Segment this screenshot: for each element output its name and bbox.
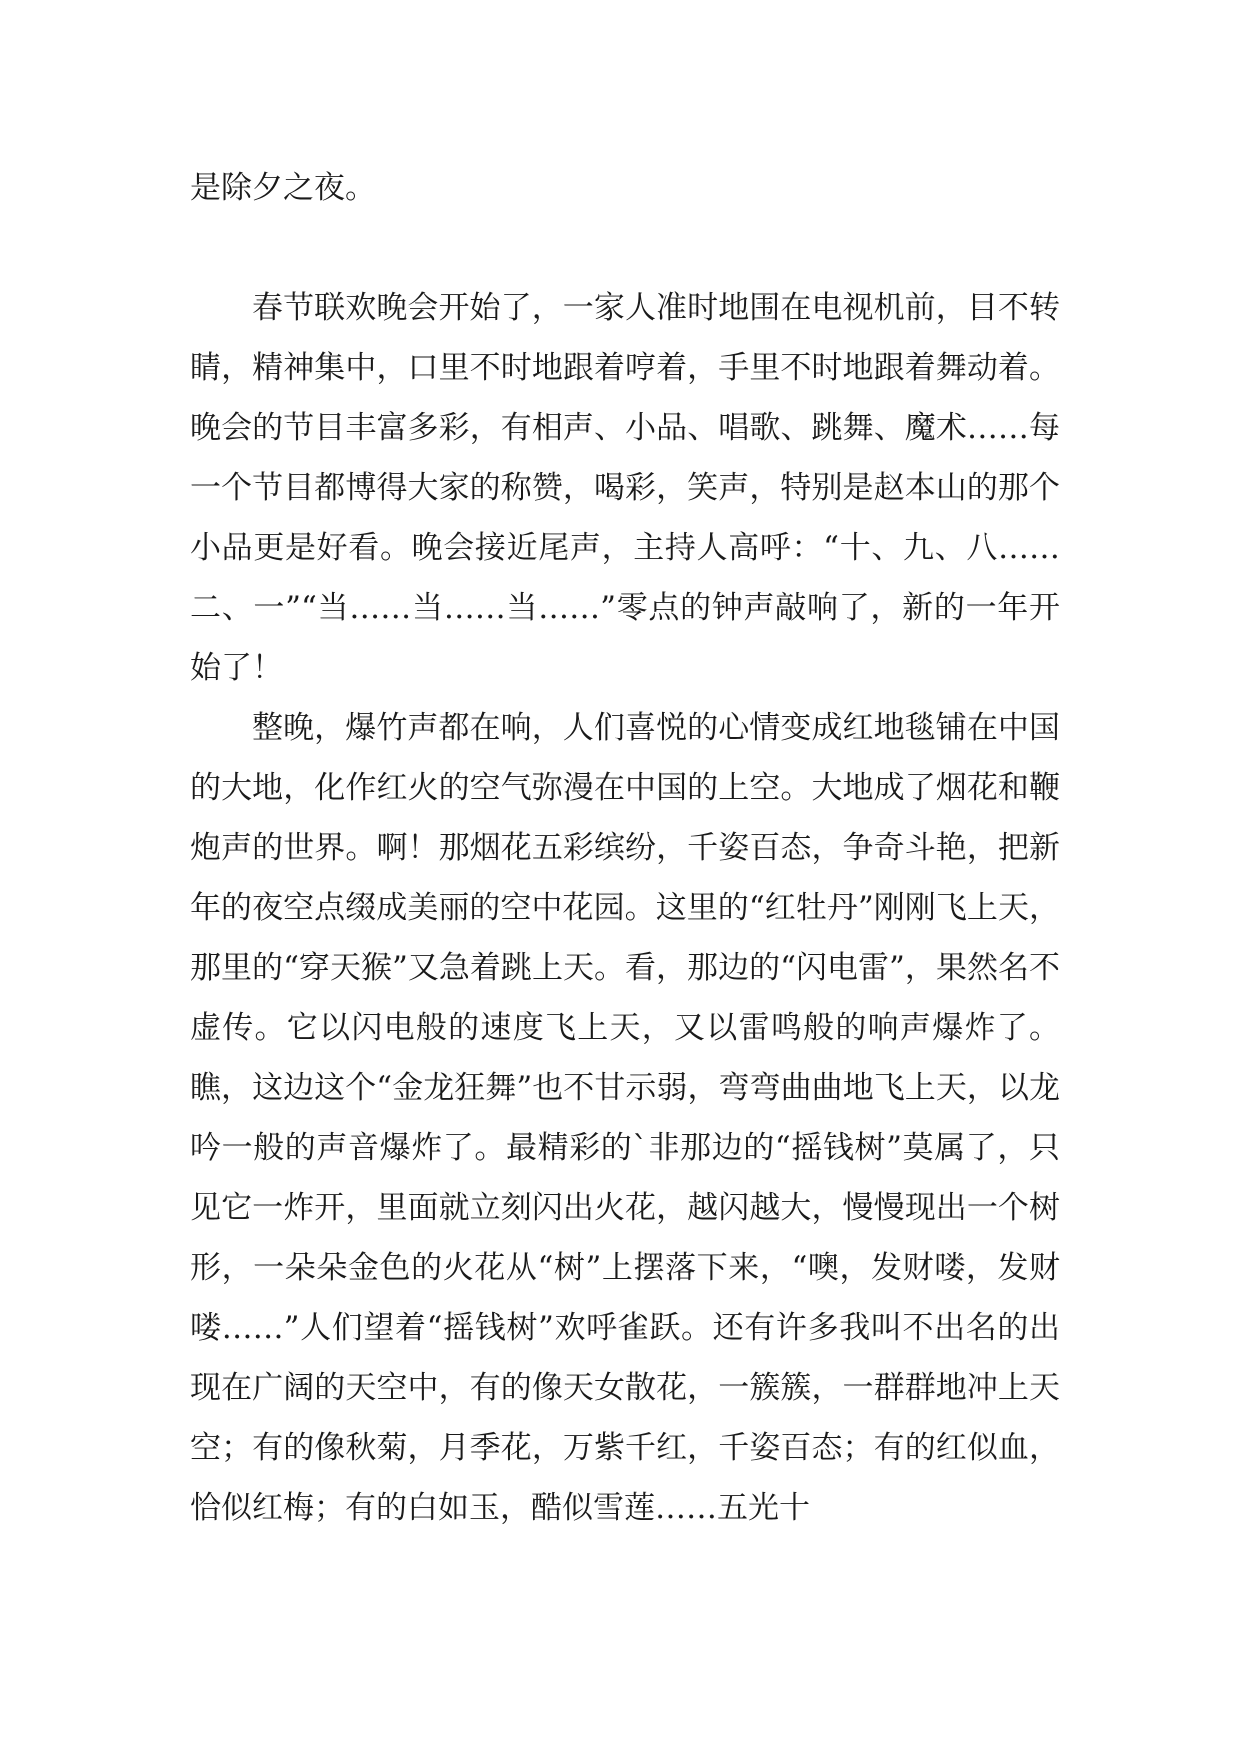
paragraph-fireworks: 整晚，爆竹声都在响，人们喜悦的心情变成红地毯铺在中国的大地，化作红火的空气弥漫在中国的上空。大地成了烟花和鞭炮声的世界。啊！那烟花五彩缤纷，千姿百态，争奇斗艳，把新年的夜空点缀成美丽的空中花园。这里的“红牡丹”刚刚飞上天，那里的“穿天猴”又急着跳上天。看，那边的“闪电雷”，果然名不虚传。它以闪电般的速度飞上天，又以雷鸣般的响声爆炸了。瞧，这边这个“金龙狂舞”也不甘示弱，弯弯曲曲地飞上天，以龙吟一般的声音爆炸了。最精彩的`非那边的“摇钱树”莫属了，只见它一炸开，里面就立刻闪出火花，越闪越大，慢慢现出一个树形，一朵朵金色的火花从“树”上摆落下来，“噢，发财喽，发财喽……”人们望着“摇钱树”欢呼雀跃。还有许多我叫不出名的出现在广阔的天空中，有的像天女散花，一簇簇，一群群地冲上天空；有的像秋菊，月季花，万紫千红，千姿百态；有的红似血，恰似红梅；有的白如玉，酷似雪莲……五光十 [190, 710, 1060, 1526]
paragraph-gala: 春节联欢晚会开始了，一家人准时地围在电视机前，目不转睛，精神集中，口里不时地跟着哼着，手里不时地跟着舞动着。晚会的节目丰富多彩，有相声、小品、唱歌、跳舞、魔术……每一个节目都博得大家的称赞，喝彩，笑声，特别是赵本山的那个小品更是好看。晚会接近尾声，主持人高呼：“十、九、八……二、一”“当……当……当……”零点的钟声敲响了，新的一年开始了！ [190, 290, 1060, 686]
document-body [190, 158, 1060, 1538]
paragraph-continuation: 是除夕之夜。 [190, 170, 376, 206]
